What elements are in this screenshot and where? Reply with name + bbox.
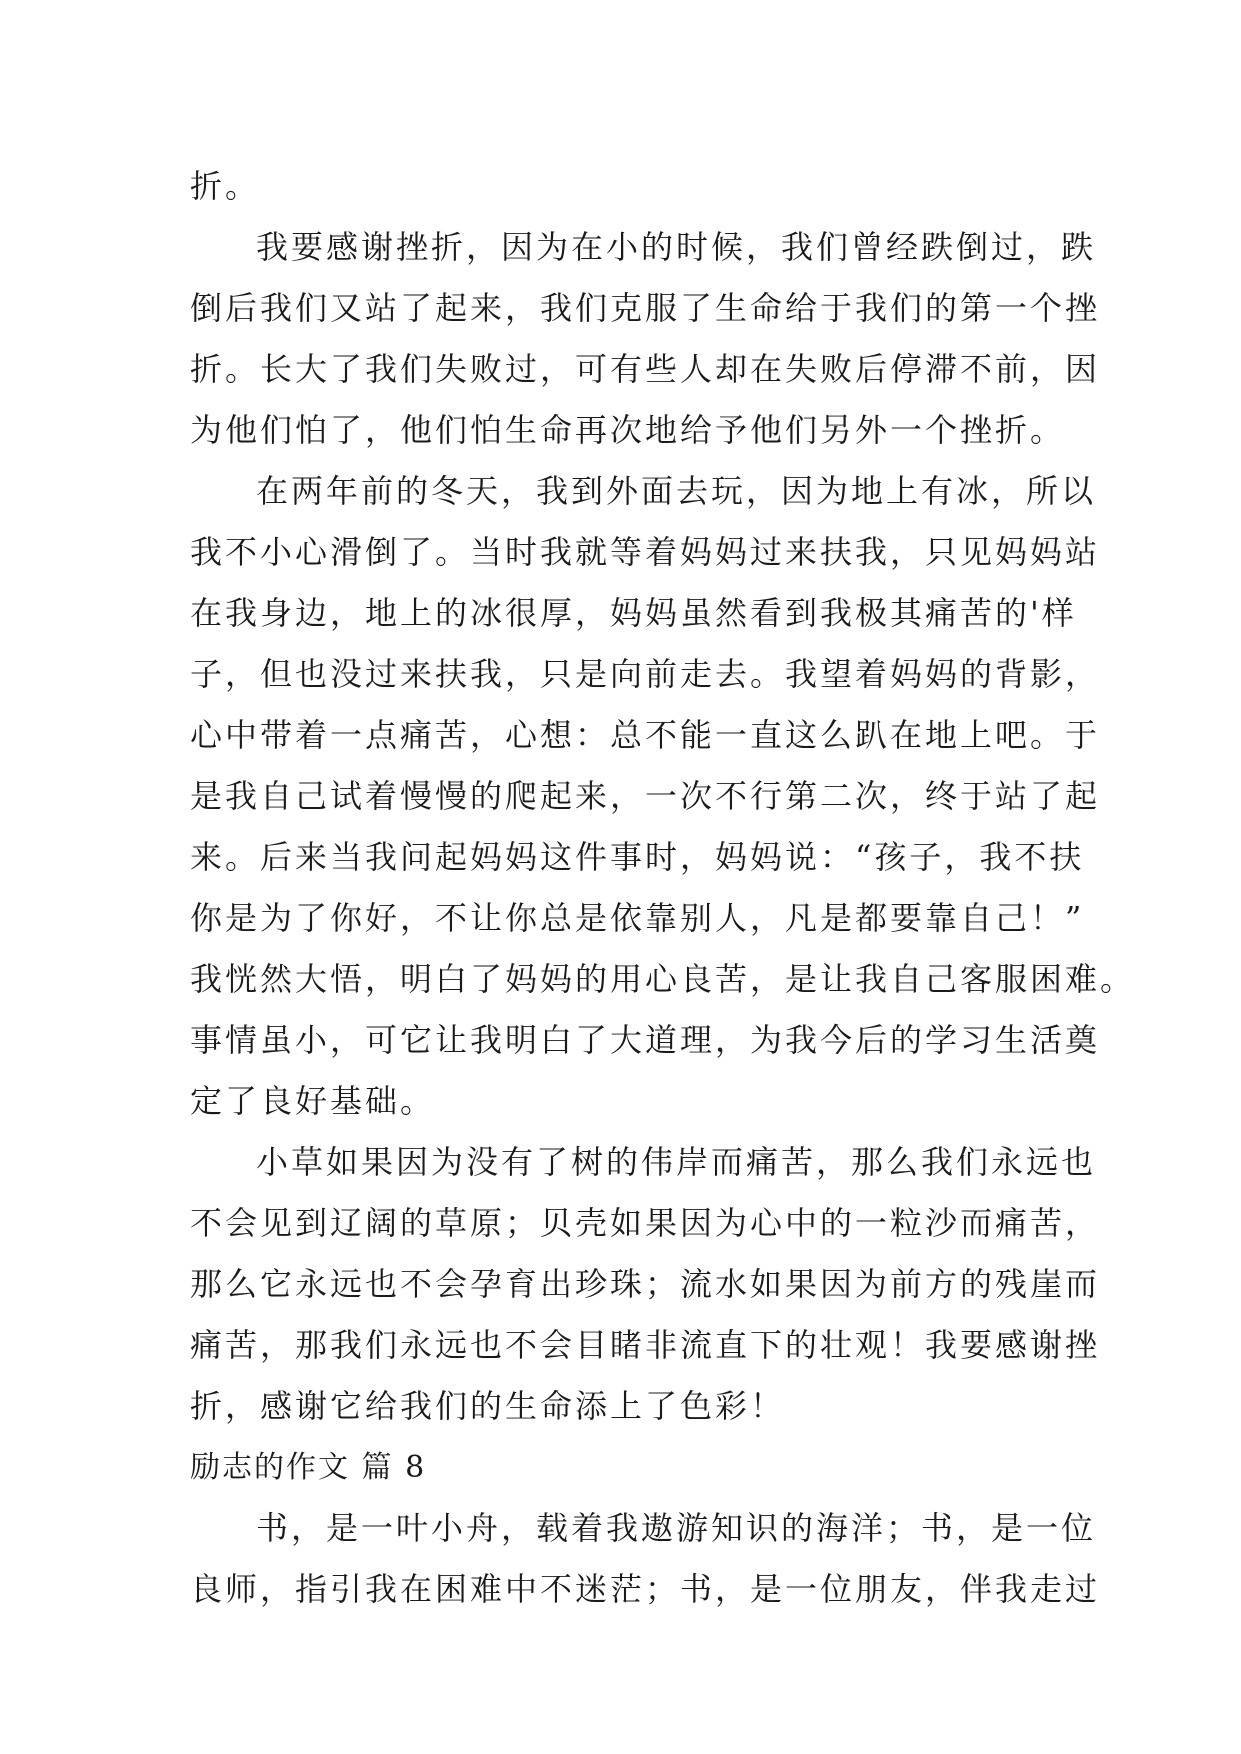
text-line: 那么它永远也不会孕育出珍珠；流水如果因为前方的残崖而 xyxy=(190,1265,1101,1303)
text-line: 痛苦，那我们永远也不会目睹非流直下的壮观！我要感谢挫 xyxy=(190,1326,1101,1364)
text-line: 我恍然大悟，明白了妈妈的用心良苦，是让我自己客服困难。 xyxy=(190,960,1136,998)
text-line: 折。 xyxy=(190,167,261,205)
text-line: 折，感谢它给我们的生命添上了色彩！ xyxy=(190,1387,786,1425)
text-line: 在我身边，地上的冰很厚，妈妈虽然看到我极其痛苦的'样 xyxy=(190,594,1077,632)
text-line: 我要感谢挫折，因为在小的时候，我们曾经跌倒过，跌 xyxy=(256,228,1097,266)
text-line: 子，但也没过来扶我，只是向前走去。我望着妈妈的背影， xyxy=(190,655,1101,693)
text-line: 在两年前的冬天，我到外面去玩，因为地上有冰，所以 xyxy=(256,472,1097,510)
text-line: 折。长大了我们失败过，可有些人却在失败后停滞不前，因 xyxy=(190,350,1101,388)
text-line: 小草如果因为没有了树的伟岸而痛苦，那么我们永远也 xyxy=(256,1143,1097,1181)
document-body xyxy=(190,156,1136,1620)
text-line: 不会见到辽阔的草原；贝壳如果因为心中的一粒沙而痛苦， xyxy=(190,1204,1101,1242)
text-line: 我不小心滑倒了。当时我就等着妈妈过来扶我，只见妈妈站 xyxy=(190,533,1101,571)
text-line: 来。后来当我问起妈妈这件事时，妈妈说：“孩子，我不扶 xyxy=(190,838,1085,876)
section-heading: 励志的作文 篇 8 xyxy=(190,1450,427,1485)
text-line: 书，是一叶小舟，载着我遨游知识的海洋；书，是一位 xyxy=(256,1509,1097,1547)
text-line: 良师，指引我在困难中不迷茫；书，是一位朋友，伴我走过 xyxy=(190,1570,1101,1608)
text-line: 心中带着一点痛苦，心想：总不能一直这么趴在地上吧。于 xyxy=(190,716,1101,754)
text-line: 为他们怕了，他们怕生命再次地给予他们另外一个挫折。 xyxy=(190,411,1066,449)
text-line: 定了良好基础。 xyxy=(190,1082,436,1120)
text-line: 事情虽小，可它让我明白了大道理，为我今后的学习生活奠 xyxy=(190,1021,1101,1059)
text-line: 倒后我们又站了起来，我们克服了生命给于我们的第一个挫 xyxy=(190,289,1101,327)
text-line: 是我自己试着慢慢的爬起来，一次不行第二次，终于站了起 xyxy=(190,777,1101,815)
text-line: 你是为了你好，不让你总是依靠别人，凡是都要靠自己！” xyxy=(190,899,1085,937)
